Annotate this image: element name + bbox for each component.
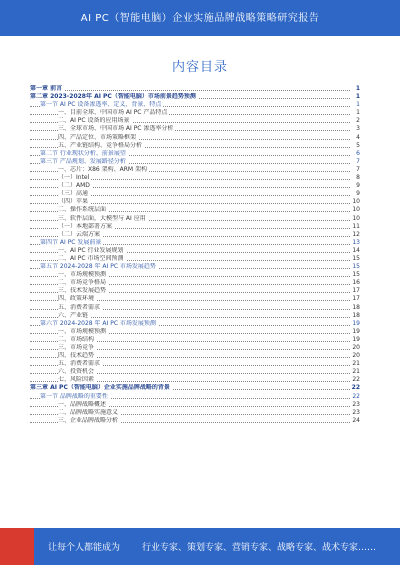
toc-entry-label: 六、产业链	[58, 311, 89, 319]
toc-entry-page: 21	[350, 368, 360, 376]
toc-entry-page: 22	[350, 393, 360, 401]
toc-entry-label: 三、技术发展趋势	[58, 287, 107, 295]
toc-entry-label: 第三章 AI PC（智能电脑）企业实施品牌战略的背景	[30, 384, 170, 392]
toc-entry-label: 三、软件层面，大模型与 AI 应用	[58, 214, 146, 222]
toc-entry-page: 20	[350, 344, 360, 352]
toc-entry-page: 9	[350, 182, 360, 190]
toc-entry-label: 第一节 AI PC 设备渗透率、定义、背景、特点	[40, 101, 162, 109]
toc-entry-label: 一、目前全球、中国市场 AI PC 产品特点	[58, 109, 168, 117]
toc-entry[interactable]	[30, 109, 360, 117]
toc-entry-page: 10	[350, 198, 360, 206]
toc-entry[interactable]	[30, 182, 360, 190]
toc-entry-label: 五、消费者需求	[58, 360, 101, 368]
toc-entry[interactable]	[30, 206, 360, 214]
toc-entry[interactable]	[30, 93, 360, 101]
page-header	[0, 0, 400, 36]
toc-entry-label: 第一章 前言	[30, 85, 63, 92]
toc-entry-page: 23	[350, 409, 360, 417]
table-of-contents	[30, 85, 360, 425]
toc-entry-label: 二、市场结构	[58, 335, 95, 343]
toc-entry-label: （二）AMD	[58, 182, 90, 190]
toc-entry-label: 三、市场竞争	[58, 344, 95, 351]
toc-entry-page: 15	[350, 255, 360, 263]
page-footer	[0, 528, 400, 565]
toc-entry[interactable]	[30, 336, 360, 344]
toc-entry[interactable]	[30, 344, 360, 352]
toc-entry[interactable]	[30, 393, 360, 401]
toc-entry[interactable]	[30, 384, 360, 392]
toc-entry-label: 第六节 2024-2028 年 AI PC 市场发展预测	[40, 319, 156, 327]
toc-entry-page: 22	[351, 384, 360, 392]
toc-entry[interactable]	[30, 255, 360, 263]
toc-entry[interactable]	[30, 117, 360, 125]
toc-entry-page: 3	[350, 125, 360, 133]
toc-entry-label: 二、市场竞争格局	[58, 279, 107, 287]
toc-entry-label: 一、品牌战略概述	[58, 400, 107, 408]
toc-entry-label: 一、市场规模预测	[58, 327, 107, 335]
toc-entry[interactable]	[30, 150, 360, 158]
toc-entry[interactable]	[30, 287, 360, 295]
toc-entry[interactable]	[30, 190, 360, 198]
toc-entry[interactable]	[30, 174, 360, 182]
toc-entry[interactable]	[30, 279, 360, 287]
footer-slogan-right: 行业专家、策划专家、营销专家、战略专家、战术专家……	[142, 543, 377, 553]
toc-entry-label: 三、全球市场、中国市场 AI PC 渗透率分析	[58, 125, 174, 133]
toc-entry-label: （二）云端方案	[58, 230, 101, 238]
toc-entry-label: 第四节 AI PC 发展前景	[40, 238, 102, 246]
toc-heading: 内容目录	[171, 60, 228, 75]
toc-entry[interactable]	[30, 85, 360, 93]
toc-entry[interactable]	[30, 158, 360, 166]
toc-entry-page: 18	[350, 312, 360, 320]
toc-entry[interactable]	[30, 352, 360, 360]
toc-entry[interactable]	[30, 263, 360, 271]
toc-entry[interactable]	[30, 271, 360, 279]
toc-entry-label: 第五节 2024-2028 年 AI PC 市场发展趋势	[40, 263, 156, 271]
toc-entry[interactable]	[30, 198, 360, 206]
toc-entry[interactable]	[30, 376, 360, 384]
footer-badge	[0, 528, 34, 565]
toc-entry[interactable]	[30, 417, 360, 425]
toc-entry[interactable]	[30, 368, 360, 376]
toc-entry-page: 12	[350, 231, 360, 239]
toc-entry[interactable]	[30, 142, 360, 150]
toc-entry[interactable]	[30, 134, 360, 142]
toc-entry-page: 1	[350, 101, 360, 109]
toc-entry-label: 四、政策环境	[58, 295, 95, 303]
toc-entry[interactable]	[30, 320, 360, 328]
toc-entry-label: 第二章 2023-2028年 AI PC（智能电脑）市场前景趋势预测	[30, 93, 196, 101]
footer-slogan-left: 让每个人都能成为	[48, 543, 121, 553]
toc-entry-label: 二、AI PC 市场空间预测	[58, 254, 124, 262]
toc-entry-page: 9	[350, 190, 360, 198]
toc-entry-label: 第一节 品牌战略的重要性	[40, 392, 108, 400]
toc-entry-page: 13	[350, 239, 360, 247]
toc-entry-label: 三、企业品牌战略分析	[58, 416, 119, 424]
toc-entry[interactable]	[30, 360, 360, 368]
report-title: AI PC（智能电脑）企业实施品牌战略策略研究报告	[80, 13, 320, 24]
toc-entry-page: 7	[350, 166, 360, 174]
toc-entry-page: 21	[350, 360, 360, 368]
toc-entry-label: 第三节 产品规划、发展路径分析	[40, 157, 126, 165]
toc-entry-label: 二、AI PC 设备的应用场景	[58, 117, 130, 125]
toc-entry-label: （三）高通	[58, 190, 89, 198]
toc-entry-page: 20	[350, 352, 360, 360]
toc-entry[interactable]	[30, 247, 360, 255]
toc-entry-page: 19	[350, 320, 360, 328]
toc-entry-page: 5	[350, 142, 360, 150]
toc-entry-page: 11	[350, 223, 360, 231]
toc-entry-page: 1	[350, 85, 360, 93]
toc-entry-label: 二、操作系统层面	[58, 206, 107, 214]
toc-entry-page: 17	[350, 287, 360, 295]
toc-entry-page: 10	[350, 215, 360, 223]
toc-entry-page: 1	[350, 93, 360, 101]
toc-entry-label: 第二节 行业现状分析、前景展望	[40, 149, 126, 157]
toc-entry[interactable]	[30, 101, 360, 109]
toc-entry-page: 1	[350, 109, 360, 117]
toc-entry[interactable]	[30, 215, 360, 223]
toc-entry[interactable]	[30, 401, 360, 409]
toc-entry-label: 一、芯片：X86 架构、ARM 架构	[58, 165, 148, 173]
toc-entry[interactable]	[30, 409, 360, 417]
toc-entry-page: 24	[350, 417, 360, 425]
toc-entry[interactable]	[30, 231, 360, 239]
toc-entry-label: 六、投资机会	[58, 368, 95, 376]
toc-entry-label: 一、市场规模预测	[58, 271, 107, 279]
toc-entry[interactable]	[30, 166, 360, 174]
toc-entry-page: 23	[350, 401, 360, 409]
toc-entry[interactable]	[30, 223, 360, 231]
toc-entry-page: 15	[350, 263, 360, 271]
toc-entry[interactable]	[30, 328, 360, 336]
toc-entry-page: 22	[350, 376, 360, 384]
toc-entry-page: 4	[350, 134, 360, 142]
toc-entry-page: 2	[350, 117, 360, 125]
toc-entry-page: 8	[350, 174, 360, 182]
toc-entry-page: 7	[350, 158, 360, 166]
toc-entry-page: 18	[350, 304, 360, 312]
toc-entry-page: 16	[350, 279, 360, 287]
toc-entry-page: 19	[350, 336, 360, 344]
toc-entry-label: 五、产业链结构、竞争格局分析	[58, 141, 143, 149]
toc-entry-page: 14	[350, 247, 360, 255]
toc-entry-label: （一）Intel	[58, 174, 90, 182]
toc-entry-page: 15	[350, 271, 360, 279]
toc-entry-label: （一）本地部署方案	[58, 222, 113, 230]
toc-entry[interactable]	[30, 295, 360, 303]
toc-entry-label: 一、AI PC 行业发展规划	[58, 246, 124, 254]
toc-entry-label: 七、风险因素	[58, 376, 95, 384]
toc-entry-page: 17	[350, 295, 360, 303]
toc-entry[interactable]	[30, 304, 360, 312]
toc-entry-label: （四）苹果	[58, 198, 89, 206]
toc-entry-page: 19	[350, 328, 360, 336]
toc-entry-page: 6	[350, 150, 360, 158]
toc-entry-page: 10	[350, 206, 360, 214]
toc-entry-label: 二、品牌战略实施意义	[58, 408, 119, 416]
toc-entry[interactable]	[30, 125, 360, 133]
toc-entry-label: 五、消费者需求	[58, 303, 101, 311]
toc-entry[interactable]	[30, 239, 360, 247]
toc-entry-label: 四、技术趋势	[58, 352, 95, 360]
toc-leader-dots	[30, 90, 350, 91]
toc-entry[interactable]	[30, 312, 360, 320]
toc-entry-label: 四、产品定位、市场策略框架	[58, 133, 137, 141]
